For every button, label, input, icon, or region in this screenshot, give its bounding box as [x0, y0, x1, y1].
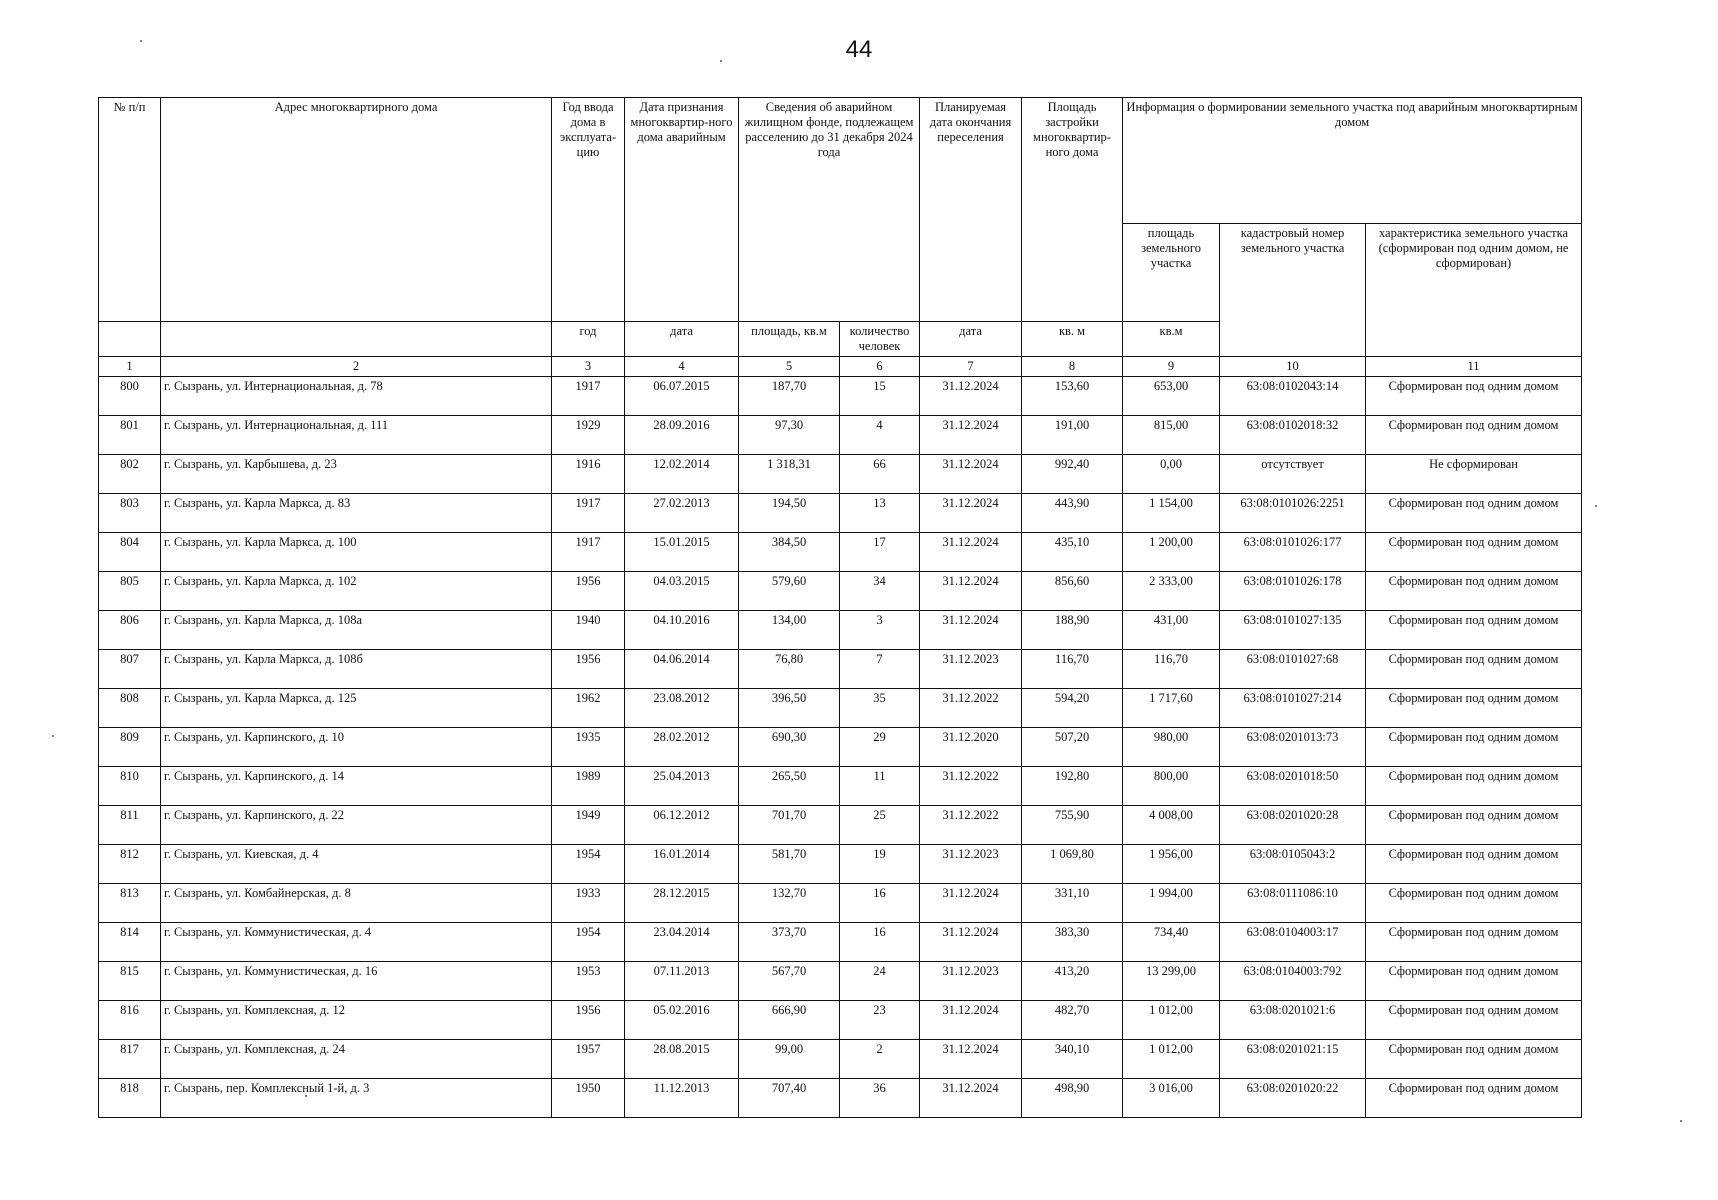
- cell-people-count: 66: [840, 455, 920, 494]
- cell-building-area: 340,10: [1022, 1040, 1123, 1079]
- column-number: 10: [1220, 357, 1366, 377]
- unit-year: год: [552, 322, 625, 357]
- cell-land-area: 3 016,00: [1123, 1079, 1220, 1118]
- cell-commission-year: 1989: [552, 767, 625, 806]
- table-row: [99, 377, 1582, 416]
- table-row: [99, 1079, 1582, 1118]
- cell-row-number: 801: [99, 416, 161, 455]
- cell-row-number: 816: [99, 1001, 161, 1040]
- cell-fund-area: 187,70: [739, 377, 840, 416]
- table-row: [99, 923, 1582, 962]
- column-number: 3: [552, 357, 625, 377]
- cell-land-area: 815,00: [1123, 416, 1220, 455]
- table-row: [99, 767, 1582, 806]
- emergency-housing-table: [98, 97, 1582, 1118]
- scan-speck: [52, 735, 54, 737]
- cell-planned-date: 31.12.2024: [920, 923, 1022, 962]
- cell-land-area: 116,70: [1123, 650, 1220, 689]
- cell-cadastral-number: 63:08:0102043:14: [1220, 377, 1366, 416]
- cell-land-area: 0,00: [1123, 455, 1220, 494]
- cell-commission-year: 1935: [552, 728, 625, 767]
- header-fund-info: Сведения об аварийном жилищном фонде, подлежащем расселению до 31 декабря 2024 года: [739, 98, 920, 322]
- cell-fund-area: 579,60: [739, 572, 840, 611]
- cell-land-status: Сформирован под одним домом: [1366, 845, 1582, 884]
- cell-recognition-date: 16.01.2014: [625, 845, 739, 884]
- cell-commission-year: 1933: [552, 884, 625, 923]
- cell-planned-date: 31.12.2022: [920, 767, 1022, 806]
- cell-address: г. Сызрань, ул. Карла Маркса, д. 102: [161, 572, 552, 611]
- cell-planned-date: 31.12.2024: [920, 377, 1022, 416]
- cell-recognition-date: 15.01.2015: [625, 533, 739, 572]
- cell-land-status: Сформирован под одним домом: [1366, 416, 1582, 455]
- cell-planned-date: 31.12.2024: [920, 1040, 1022, 1079]
- table-row: [99, 884, 1582, 923]
- cell-fund-area: 132,70: [739, 884, 840, 923]
- cell-recognition-date: 28.12.2015: [625, 884, 739, 923]
- cell-fund-area: 690,30: [739, 728, 840, 767]
- cell-cadastral-number: 63:08:0201013:73: [1220, 728, 1366, 767]
- column-number: 11: [1366, 357, 1582, 377]
- cell-recognition-date: 07.11.2013: [625, 962, 739, 1001]
- cell-recognition-date: 28.08.2015: [625, 1040, 739, 1079]
- cell-address: г. Сызрань, ул. Коммунистическая, д. 16: [161, 962, 552, 1001]
- cell-cadastral-number: 63:08:0101027:135: [1220, 611, 1366, 650]
- column-number: 8: [1022, 357, 1123, 377]
- scan-speck: [140, 40, 142, 42]
- unit-date: дата: [625, 322, 739, 357]
- column-number: 1: [99, 357, 161, 377]
- cell-building-area: 191,00: [1022, 416, 1123, 455]
- cell-fund-area: 76,80: [739, 650, 840, 689]
- cell-building-area: 192,80: [1022, 767, 1123, 806]
- cell-address: г. Сызрань, ул. Комплексная, д. 24: [161, 1040, 552, 1079]
- table-row: [99, 494, 1582, 533]
- table-header: [99, 98, 1582, 377]
- cell-commission-year: 1954: [552, 845, 625, 884]
- cell-planned-date: 31.12.2020: [920, 728, 1022, 767]
- cell-building-area: 443,90: [1022, 494, 1123, 533]
- table-row: [99, 728, 1582, 767]
- column-number: 7: [920, 357, 1022, 377]
- cell-planned-date: 31.12.2024: [920, 416, 1022, 455]
- cell-people-count: 7: [840, 650, 920, 689]
- cell-row-number: 803: [99, 494, 161, 533]
- cell-cadastral-number: 63:08:0101027:214: [1220, 689, 1366, 728]
- cell-address: г. Сызрань, ул. Карла Маркса, д. 125: [161, 689, 552, 728]
- cell-planned-date: 31.12.2024: [920, 572, 1022, 611]
- cell-planned-date: 31.12.2024: [920, 1079, 1022, 1118]
- column-numbers-row: [99, 357, 1582, 377]
- cell-address: г. Сызрань, ул. Карла Маркса, д. 83: [161, 494, 552, 533]
- cell-land-status: Сформирован под одним домом: [1366, 689, 1582, 728]
- cell-commission-year: 1917: [552, 377, 625, 416]
- cell-cadastral-number: 63:08:0101026:178: [1220, 572, 1366, 611]
- cell-land-status: Сформирован под одним домом: [1366, 1001, 1582, 1040]
- cell-land-area: 1 012,00: [1123, 1001, 1220, 1040]
- cell-commission-year: 1956: [552, 650, 625, 689]
- cell-land-area: 13 299,00: [1123, 962, 1220, 1001]
- column-number: 5: [739, 357, 840, 377]
- table-row: [99, 455, 1582, 494]
- cell-cadastral-number: 63:08:0201021:15: [1220, 1040, 1366, 1079]
- cell-row-number: 817: [99, 1040, 161, 1079]
- cell-land-area: 1 994,00: [1123, 884, 1220, 923]
- cell-fund-area: 567,70: [739, 962, 840, 1001]
- cell-planned-date: 31.12.2022: [920, 689, 1022, 728]
- cell-commission-year: 1954: [552, 923, 625, 962]
- cell-land-area: 653,00: [1123, 377, 1220, 416]
- cell-land-status: Сформирован под одним домом: [1366, 650, 1582, 689]
- header-no-filler: [99, 322, 161, 357]
- cell-land-status: Сформирован под одним домом: [1366, 494, 1582, 533]
- cell-land-status: Сформирован под одним домом: [1366, 767, 1582, 806]
- unit-land-area: кв.м: [1123, 322, 1220, 357]
- cell-cadastral-number: 63:08:0201018:50: [1220, 767, 1366, 806]
- header-cadastral-number: кадастровый номер земельного участка: [1220, 224, 1366, 357]
- cell-recognition-date: 06.07.2015: [625, 377, 739, 416]
- table-row: [99, 611, 1582, 650]
- cell-commission-year: 1956: [552, 572, 625, 611]
- cell-land-status: Сформирован под одним домом: [1366, 923, 1582, 962]
- table-row: [99, 416, 1582, 455]
- header-no: № п/п: [99, 98, 161, 322]
- table-row: [99, 1040, 1582, 1079]
- table-row: [99, 572, 1582, 611]
- cell-recognition-date: 23.04.2014: [625, 923, 739, 962]
- cell-commission-year: 1962: [552, 689, 625, 728]
- page-number: 44: [845, 36, 873, 63]
- table-row: [99, 845, 1582, 884]
- cell-row-number: 813: [99, 884, 161, 923]
- cell-land-area: 2 333,00: [1123, 572, 1220, 611]
- cell-cadastral-number: 63:08:0201020:22: [1220, 1079, 1366, 1118]
- cell-land-status: Сформирован под одним домом: [1366, 533, 1582, 572]
- cell-address: г. Сызрань, ул. Коммунистическая, д. 4: [161, 923, 552, 962]
- header-year: Год ввода дома в эксплуата-цию: [552, 98, 625, 322]
- cell-fund-area: 97,30: [739, 416, 840, 455]
- cell-fund-area: 99,00: [739, 1040, 840, 1079]
- cell-people-count: 16: [840, 884, 920, 923]
- cell-building-area: 507,20: [1022, 728, 1123, 767]
- cell-cadastral-number: 63:08:0101027:68: [1220, 650, 1366, 689]
- header-address-filler: [161, 322, 552, 357]
- cell-land-area: 4 008,00: [1123, 806, 1220, 845]
- cell-people-count: 4: [840, 416, 920, 455]
- cell-cadastral-number: 63:08:0101026:177: [1220, 533, 1366, 572]
- cell-row-number: 808: [99, 689, 161, 728]
- cell-commission-year: 1916: [552, 455, 625, 494]
- cell-cadastral-number: 63:08:0102018:32: [1220, 416, 1366, 455]
- cell-fund-area: 396,50: [739, 689, 840, 728]
- cell-cadastral-number: 63:08:0201020:28: [1220, 806, 1366, 845]
- cell-planned-date: 31.12.2024: [920, 611, 1022, 650]
- cell-land-status: Сформирован под одним домом: [1366, 806, 1582, 845]
- cell-land-area: 1 956,00: [1123, 845, 1220, 884]
- cell-fund-area: 384,50: [739, 533, 840, 572]
- cell-land-area: 980,00: [1123, 728, 1220, 767]
- scan-speck: [1595, 505, 1597, 507]
- scan-speck: [1680, 1120, 1682, 1122]
- cell-fund-area: 1 318,31: [739, 455, 840, 494]
- cell-building-area: 331,10: [1022, 884, 1123, 923]
- cell-row-number: 812: [99, 845, 161, 884]
- cell-cadastral-number: 63:08:0201021:6: [1220, 1001, 1366, 1040]
- header-planned-date: Планируемая дата окончания переселения: [920, 98, 1022, 322]
- unit-planned-date: дата: [920, 322, 1022, 357]
- cell-planned-date: 31.12.2024: [920, 884, 1022, 923]
- cell-land-status: Сформирован под одним домом: [1366, 1040, 1582, 1079]
- cell-commission-year: 1929: [552, 416, 625, 455]
- cell-commission-year: 1949: [552, 806, 625, 845]
- header-address: Адрес многоквартирного дома: [161, 98, 552, 322]
- cell-row-number: 810: [99, 767, 161, 806]
- cell-address: г. Сызрань, ул. Карла Маркса, д. 100: [161, 533, 552, 572]
- cell-recognition-date: 23.08.2012: [625, 689, 739, 728]
- cell-building-area: 435,10: [1022, 533, 1123, 572]
- cell-building-area: 1 069,80: [1022, 845, 1123, 884]
- cell-planned-date: 31.12.2024: [920, 494, 1022, 533]
- scan-speck: [305, 1095, 307, 1097]
- cell-planned-date: 31.12.2024: [920, 455, 1022, 494]
- cell-recognition-date: 12.02.2014: [625, 455, 739, 494]
- cell-address: г. Сызрань, ул. Карла Маркса, д. 108б: [161, 650, 552, 689]
- cell-land-status: Сформирован под одним домом: [1366, 728, 1582, 767]
- cell-commission-year: 1957: [552, 1040, 625, 1079]
- cell-address: г. Сызрань, ул. Комбайнерская, д. 8: [161, 884, 552, 923]
- header-recognition-date: Дата признания многоквартир-ного дома аварийным: [625, 98, 739, 322]
- table-body: [99, 377, 1582, 1118]
- cell-fund-area: 373,70: [739, 923, 840, 962]
- cell-row-number: 806: [99, 611, 161, 650]
- cell-recognition-date: 04.03.2015: [625, 572, 739, 611]
- cell-row-number: 807: [99, 650, 161, 689]
- cell-row-number: 811: [99, 806, 161, 845]
- header-land-area: площадь земельного участка: [1123, 224, 1220, 322]
- cell-address: г. Сызрань, ул. Карпинского, д. 22: [161, 806, 552, 845]
- cell-fund-area: 707,40: [739, 1079, 840, 1118]
- cell-land-area: 1 012,00: [1123, 1040, 1220, 1079]
- cell-recognition-date: 11.12.2013: [625, 1079, 739, 1118]
- cell-recognition-date: 04.10.2016: [625, 611, 739, 650]
- cell-building-area: 413,20: [1022, 962, 1123, 1001]
- cell-land-area: 1 154,00: [1123, 494, 1220, 533]
- cell-commission-year: 1917: [552, 494, 625, 533]
- cell-land-status: Сформирован под одним домом: [1366, 377, 1582, 416]
- cell-commission-year: 1940: [552, 611, 625, 650]
- cell-people-count: 34: [840, 572, 920, 611]
- cell-address: г. Сызрань, ул. Интернациональная, д. 111: [161, 416, 552, 455]
- cell-planned-date: 31.12.2023: [920, 650, 1022, 689]
- cell-land-status: Сформирован под одним домом: [1366, 611, 1582, 650]
- cell-people-count: 11: [840, 767, 920, 806]
- cell-fund-area: 701,70: [739, 806, 840, 845]
- cell-people-count: 17: [840, 533, 920, 572]
- cell-row-number: 814: [99, 923, 161, 962]
- cell-row-number: 800: [99, 377, 161, 416]
- cell-planned-date: 31.12.2023: [920, 962, 1022, 1001]
- cell-row-number: 815: [99, 962, 161, 1001]
- cell-land-area: 800,00: [1123, 767, 1220, 806]
- cell-building-area: 482,70: [1022, 1001, 1123, 1040]
- cell-people-count: 36: [840, 1079, 920, 1118]
- header-land-characteristic: характеристика земельного участка (сформирован под одним домом, не сформирован): [1366, 224, 1582, 357]
- cell-people-count: 2: [840, 1040, 920, 1079]
- cell-recognition-date: 06.12.2012: [625, 806, 739, 845]
- cell-land-status: Сформирован под одним домом: [1366, 572, 1582, 611]
- cell-building-area: 383,30: [1022, 923, 1123, 962]
- column-number: 4: [625, 357, 739, 377]
- cell-land-status: Сформирован под одним домом: [1366, 962, 1582, 1001]
- cell-cadastral-number: 63:08:0101026:2251: [1220, 494, 1366, 533]
- column-number: 9: [1123, 357, 1220, 377]
- cell-land-area: 1 200,00: [1123, 533, 1220, 572]
- cell-people-count: 25: [840, 806, 920, 845]
- cell-people-count: 29: [840, 728, 920, 767]
- cell-cadastral-number: 63:08:0104003:792: [1220, 962, 1366, 1001]
- cell-building-area: 755,90: [1022, 806, 1123, 845]
- cell-address: г. Сызрань, ул. Карбышева, д. 23: [161, 455, 552, 494]
- table-row: [99, 650, 1582, 689]
- cell-address: г. Сызрань, ул. Карпинского, д. 10: [161, 728, 552, 767]
- cell-planned-date: 31.12.2024: [920, 1001, 1022, 1040]
- table-row: [99, 962, 1582, 1001]
- cell-commission-year: 1917: [552, 533, 625, 572]
- cell-address: г. Сызрань, ул. Карпинского, д. 14: [161, 767, 552, 806]
- cell-commission-year: 1950: [552, 1079, 625, 1118]
- cell-land-area: 1 717,60: [1123, 689, 1220, 728]
- cell-land-area: 734,40: [1123, 923, 1220, 962]
- cell-address: г. Сызрань, ул. Киевская, д. 4: [161, 845, 552, 884]
- cell-cadastral-number: 63:08:0111086:10: [1220, 884, 1366, 923]
- cell-fund-area: 265,50: [739, 767, 840, 806]
- cell-row-number: 804: [99, 533, 161, 572]
- unit-fund-people: количество человек: [840, 322, 920, 357]
- cell-people-count: 23: [840, 1001, 920, 1040]
- cell-commission-year: 1953: [552, 962, 625, 1001]
- cell-cadastral-number: отсутствует: [1220, 455, 1366, 494]
- cell-people-count: 35: [840, 689, 920, 728]
- cell-row-number: 805: [99, 572, 161, 611]
- cell-fund-area: 194,50: [739, 494, 840, 533]
- cell-fund-area: 666,90: [739, 1001, 840, 1040]
- cell-people-count: 15: [840, 377, 920, 416]
- cell-row-number: 809: [99, 728, 161, 767]
- cell-building-area: 498,90: [1022, 1079, 1123, 1118]
- cell-building-area: 856,60: [1022, 572, 1123, 611]
- column-number: 2: [161, 357, 552, 377]
- cell-cadastral-number: 63:08:0104003:17: [1220, 923, 1366, 962]
- scan-speck: [720, 60, 722, 62]
- header-building-area: Площадь застройки многоквартир-ного дома: [1022, 98, 1123, 322]
- cell-address: г. Сызрань, ул. Карла Маркса, д. 108а: [161, 611, 552, 650]
- cell-people-count: 24: [840, 962, 920, 1001]
- cell-address: г. Сызрань, ул. Комплексная, д. 12: [161, 1001, 552, 1040]
- cell-planned-date: 31.12.2024: [920, 533, 1022, 572]
- cell-planned-date: 31.12.2022: [920, 806, 1022, 845]
- cell-land-status: Сформирован под одним домом: [1366, 884, 1582, 923]
- cell-building-area: 594,20: [1022, 689, 1123, 728]
- cell-building-area: 116,70: [1022, 650, 1123, 689]
- cell-building-area: 992,40: [1022, 455, 1123, 494]
- cell-recognition-date: 25.04.2013: [625, 767, 739, 806]
- table-row: [99, 689, 1582, 728]
- cell-people-count: 19: [840, 845, 920, 884]
- table-row: [99, 806, 1582, 845]
- header-land-info: Информация о формировании земельного участка под аварийным многоквартирным домом: [1123, 98, 1582, 224]
- cell-people-count: 3: [840, 611, 920, 650]
- cell-land-status: Сформирован под одним домом: [1366, 1079, 1582, 1118]
- unit-building-area: кв. м: [1022, 322, 1123, 357]
- cell-recognition-date: 27.02.2013: [625, 494, 739, 533]
- cell-fund-area: 134,00: [739, 611, 840, 650]
- cell-address: г. Сызрань, ул. Интернациональная, д. 78: [161, 377, 552, 416]
- cell-recognition-date: 28.09.2016: [625, 416, 739, 455]
- cell-people-count: 13: [840, 494, 920, 533]
- table-row: [99, 1001, 1582, 1040]
- cell-address: г. Сызрань, пер. Комплексный 1-й, д. 3: [161, 1079, 552, 1118]
- unit-fund-area: площадь, кв.м: [739, 322, 840, 357]
- table-row: [99, 533, 1582, 572]
- cell-land-status: Не сформирован: [1366, 455, 1582, 494]
- cell-building-area: 188,90: [1022, 611, 1123, 650]
- cell-row-number: 802: [99, 455, 161, 494]
- cell-cadastral-number: 63:08:0105043:2: [1220, 845, 1366, 884]
- cell-recognition-date: 28.02.2012: [625, 728, 739, 767]
- cell-row-number: 818: [99, 1079, 161, 1118]
- cell-fund-area: 581,70: [739, 845, 840, 884]
- cell-commission-year: 1956: [552, 1001, 625, 1040]
- cell-recognition-date: 05.02.2016: [625, 1001, 739, 1040]
- column-number: 6: [840, 357, 920, 377]
- cell-land-area: 431,00: [1123, 611, 1220, 650]
- cell-building-area: 153,60: [1022, 377, 1123, 416]
- cell-people-count: 16: [840, 923, 920, 962]
- cell-planned-date: 31.12.2023: [920, 845, 1022, 884]
- cell-recognition-date: 04.06.2014: [625, 650, 739, 689]
